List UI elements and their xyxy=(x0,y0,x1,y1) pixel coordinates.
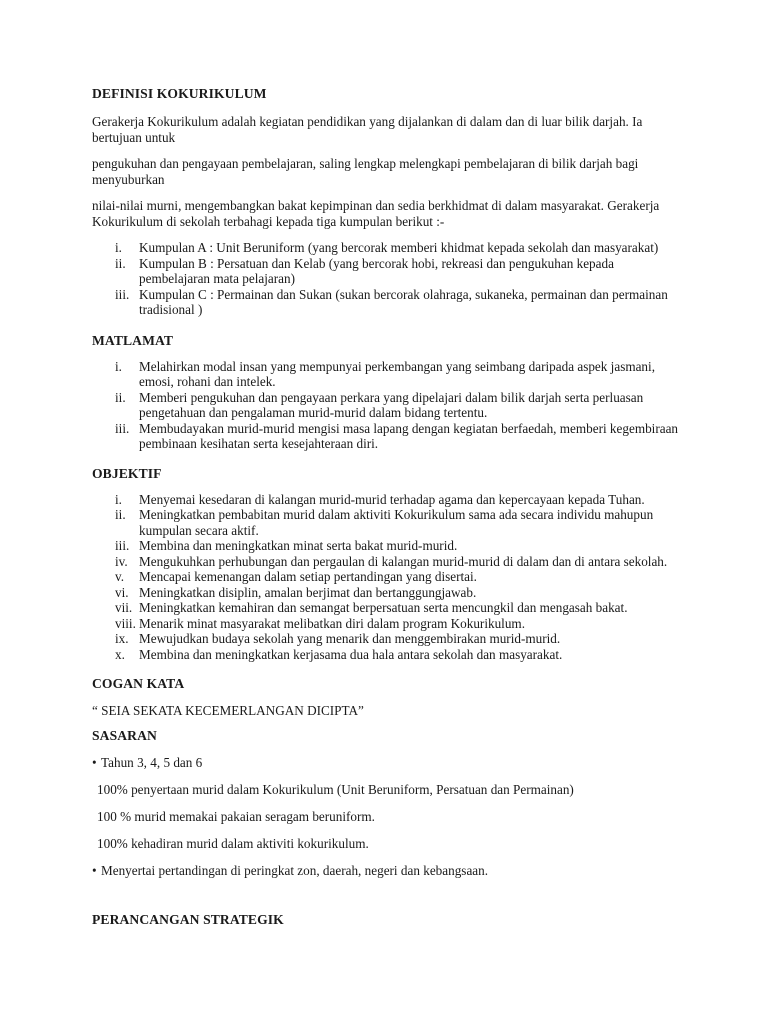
list-number: v. xyxy=(115,569,125,584)
perancangan-strategik-heading: PERANCANGAN STRATEGIK xyxy=(92,912,284,927)
cogan-kata-text: “ SEIA SEKATA KECEMERLANGAN DICIPTA” xyxy=(92,703,364,718)
list-text: Meningkatkan kemahiran dan semangat berpersatuan serta mencungkil dan mengasah bakat. xyxy=(139,600,628,615)
list-text: Menarik minat masyarakat melibatkan diri dalam program Kokurikulum. xyxy=(139,615,525,631)
matlamat-heading: MATLAMAT xyxy=(92,332,174,348)
list-text: Membina dan meningkatkan minat serta bakat murid-murid. xyxy=(139,538,458,553)
list-item xyxy=(92,631,682,647)
list-text: Meningkatkan disiplin, amalan berjimat dan bertanggungjawab. xyxy=(139,584,477,600)
matlamat-list xyxy=(92,359,682,452)
list-item xyxy=(92,256,682,287)
list-item xyxy=(92,240,682,256)
list-text: Mewujudkan budaya sekolah yang menarik dan menggembirakan murid-murid. xyxy=(139,631,561,646)
list-text: Membina dan meningkatkan kerjasama dua hala antara sekolah dan masyarakat. xyxy=(139,646,563,662)
list-number: iii. xyxy=(115,420,130,436)
definisi-list xyxy=(92,240,682,318)
list-number: i. xyxy=(115,491,122,507)
list-text: Melahirkan modal insan yang mempunyai perkembangan yang seimbang daripada aspek jasmani, emosi, rohani dan intelek. xyxy=(139,358,655,389)
bullet-icon: • xyxy=(92,755,97,770)
list-text: Memberi pengukuhan dan pengayaan perkara yang dipelajari dalam bilik darjah serta perluasan pengetahuan dan pengalaman murid-murid dalam bidang tertentu. xyxy=(139,389,644,420)
list-number: x. xyxy=(115,646,125,662)
list-number: iii. xyxy=(115,538,130,553)
list-item xyxy=(92,507,682,538)
list-item xyxy=(92,492,682,508)
bullet-icon: • xyxy=(92,863,97,878)
list-item xyxy=(92,287,682,318)
list-number: ii. xyxy=(115,389,126,405)
definisi-paragraph-2: pengukuhan dan pengayaan pembelajaran, saling lengkap melengkapi pembelajaran di bilik darjah bagi menyuburkan xyxy=(92,156,639,187)
list-number: vii. xyxy=(115,600,133,615)
list-number: iii. xyxy=(115,286,130,302)
objektif-heading: OBJEKTIF xyxy=(92,465,162,481)
list-text: Meningkatkan pembabitan murid dalam aktiviti Kokurikulum sama ada secara individu mahupun kumpulan secara aktif. xyxy=(139,507,654,538)
list-text: Kumpulan A : Unit Beruniform (yang bercorak memberi khidmat kepada sekolah dan masyarakat) xyxy=(139,240,659,255)
list-item xyxy=(92,585,682,601)
document-page xyxy=(92,86,682,928)
list-text: Mencapai kemenangan dalam setiap pertandingan yang disertai. xyxy=(139,569,477,584)
list-item xyxy=(92,600,682,616)
list-number: ix. xyxy=(115,631,129,646)
list-text: Mengukuhkan perhubungan dan pergaulan di kalangan murid-murid di dalam dan di antara sekolah. xyxy=(139,553,668,569)
list-number: vi. xyxy=(115,584,129,600)
definisi-paragraph-1: Gerakerja Kokurikulum adalah kegiatan pendidikan yang dijalankan di dalam dan di luar bilik darjah. Ia bertujuan untuk xyxy=(92,114,643,145)
list-item xyxy=(92,647,682,663)
list-item xyxy=(92,616,682,632)
definisi-heading: DEFINISI KOKURIKULUM xyxy=(92,86,267,101)
list-item xyxy=(92,538,682,554)
list-text: Kumpulan B : Persatuan dan Kelab (yang bercorak hobi, rekreasi dan pengukuhan kepada pembelajaran mata pelajaran) xyxy=(139,255,614,286)
list-item xyxy=(92,569,682,585)
list-text: Membudayakan murid-murid mengisi masa lapang dengan kegiatan berfaedah, memberi kegembiraan pembinaan kesihatan serta kesejahteraan diri. xyxy=(139,420,679,451)
list-text: Menyemai kesedaran di kalangan murid-murid terhadap agama dan kepercayaan kepada Tuhan. xyxy=(139,491,645,507)
list-number: ii. xyxy=(115,507,126,522)
bullet-text: Menyertai pertandingan di peringkat zon, daerah, negeri dan kebangsaan. xyxy=(101,863,489,878)
definisi-paragraph-3: nilai-nilai murni, mengembangkan bakat kepimpinan dan sedia berkhidmat di dalam masyarakat. Gerakerja Kokurikulum di sekolah terbahagi kepada tiga kumpulan berikut :- xyxy=(92,198,660,229)
list-item xyxy=(92,390,682,421)
list-item xyxy=(92,421,682,452)
list-item xyxy=(92,554,682,570)
list-number: i. xyxy=(115,358,122,374)
list-number: iv. xyxy=(115,553,128,569)
sasaran-bullet-1 xyxy=(92,755,682,771)
sasaran-heading: SASARAN xyxy=(92,728,157,743)
objektif-list xyxy=(92,492,682,663)
sasaran-line-3: 100% kehadiran murid dalam aktiviti kokurikulum. xyxy=(97,836,369,851)
list-number: viii. xyxy=(115,615,136,631)
list-number: ii. xyxy=(115,255,126,271)
sasaran-bullet-2 xyxy=(92,863,682,879)
list-text: Kumpulan C : Permainan dan Sukan (sukan bercorak olahraga, sukaneka, permainan dan permainan tradisional ) xyxy=(139,286,668,317)
list-item xyxy=(92,359,682,390)
cogan-kata-heading: COGAN KATA xyxy=(92,676,185,691)
bullet-text: Tahun 3, 4, 5 dan 6 xyxy=(101,755,203,770)
sasaran-line-2: 100 % murid memakai pakaian seragam beruniform. xyxy=(97,809,375,824)
list-number: i. xyxy=(115,240,122,255)
sasaran-line-1: 100% penyertaan murid dalam Kokurikulum (Unit Beruniform, Persatuan dan Permainan) xyxy=(97,782,574,797)
